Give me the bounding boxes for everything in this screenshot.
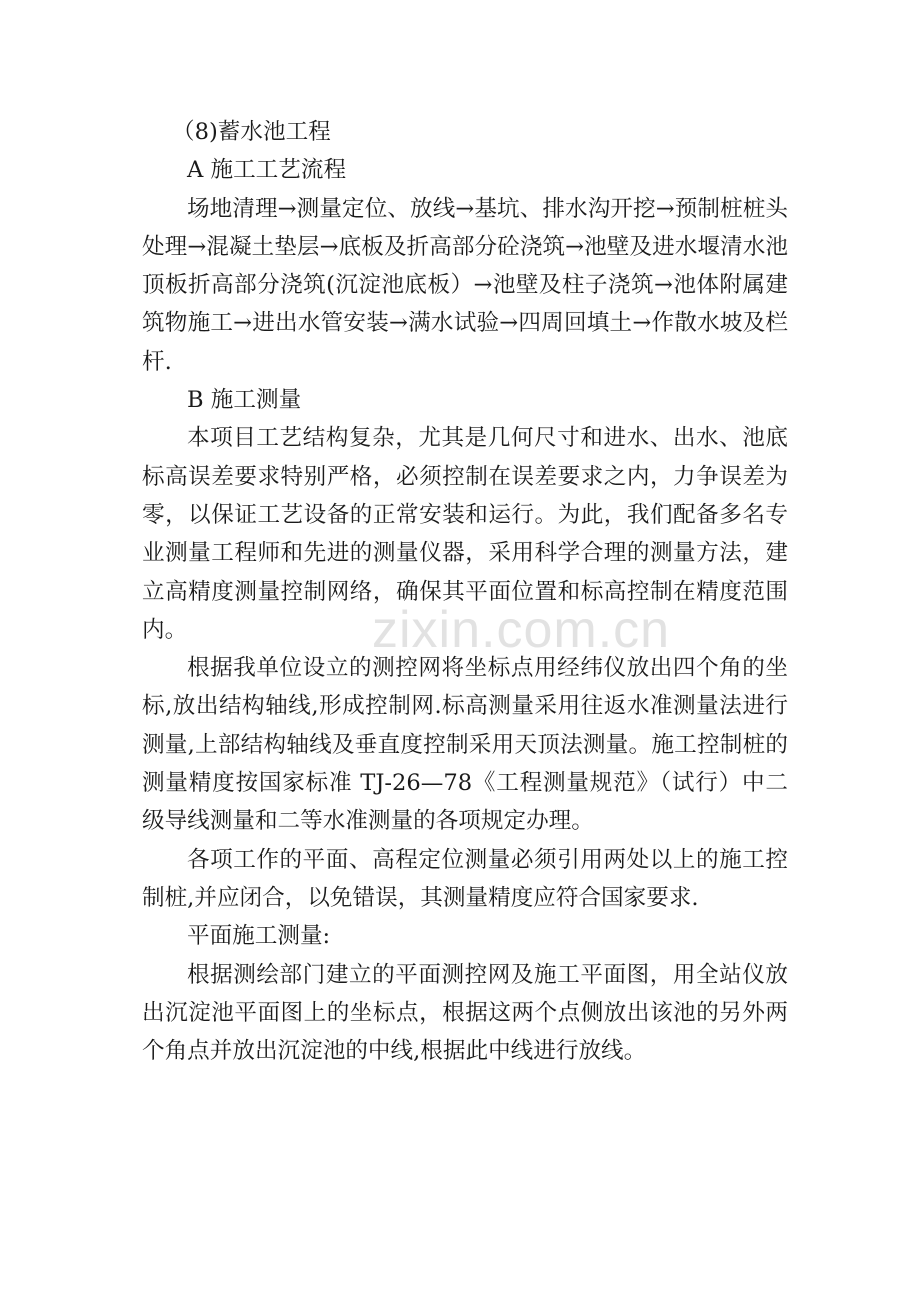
paragraph-control-network: 根据我单位设立的测控网将坐标点用经纬仪放出四个角的坐标,放出结构轴线,形成控制网.标高测量采用往返水准测量法进行测量,上部结构轴线及垂直度控制采用天顶法测量。施工控制桩的测量精度按国家标准 TJ-26—78《工程测量规范》（试行）中二级导线测量和二等水准测量的各项规定办理。 xyxy=(142,655,788,835)
subheading-construction-survey: B 施工测量 xyxy=(187,387,302,414)
watermark: zixin.com.cn xyxy=(372,601,671,659)
paragraph-process-flow: 场地清理→测量定位、放线→基坑、排水沟开挖→预制桩桩头处理→混凝土垫层→底板及折高部分砼浇筑→池壁及进水堰清水池顶板折高部分浇筑(沉淀池底板）→池壁及柱子浇筑→池体附属建筑物施工→进出水管安装→满水试验→四周回填土→作散水坡及栏杆. xyxy=(142,195,788,375)
subheading-process-flow: A 施工工艺流程 xyxy=(187,157,347,184)
paragraph-plane-survey: 根据测绘部门建立的平面测控网及施工平面图，用全站仪放出沉淀池平面图上的坐标点，根据这两个点侧放出该池的另外两个角点并放出沉淀池的中线,根据此中线进行放线。 xyxy=(142,961,788,1065)
section-heading: （8)蓄水池工程 xyxy=(172,119,331,145)
paragraph-survey-requirements: 本项目工艺结构复杂，尤其是几何尺寸和进水、出水、池底标高误差要求特别严格，必须控制在误差要求之内，力争误差为零，以保证工艺设备的正常安装和运行。为此，我们配备多名专业测量工程师和先进的测量仪器，采用科学合理的测量方法，建立高精度测量控制网络，确保其平面位置和标高控制在精度范围内。 xyxy=(142,425,788,643)
subheading-plane-survey: 平面施工测量: xyxy=(187,923,331,950)
paragraph-positioning: 各项工作的平面、高程定位测量必须引用两处以上的施工控制桩,并应闭合，以免错误，其测量精度应符合国家要求. xyxy=(142,846,788,911)
document-body xyxy=(142,113,788,1070)
